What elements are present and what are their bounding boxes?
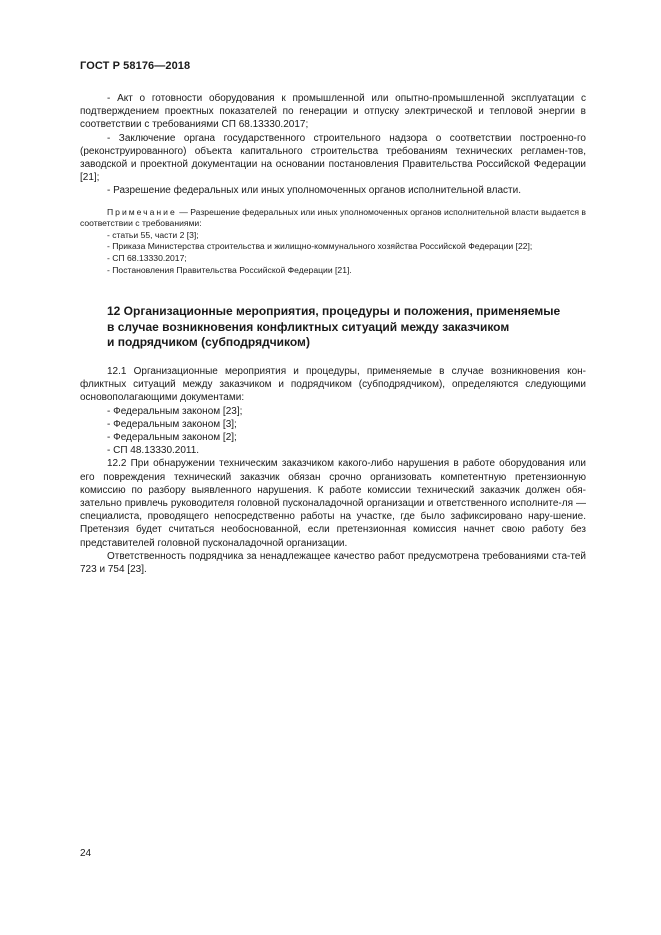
section-12-body: [80, 365, 586, 576]
note-label: Примечание: [107, 206, 177, 217]
paragraph-12-1: 12.1 Организационные мероприятия и процедуры, применяемые в случае возникновения кон-фликтных ситуаций между заказчиком и подрядчиком (субподрядчиком), определяются следующими основополагающими документами:: [80, 365, 586, 404]
note-list-item: - статьи 55, части 2 [3];: [107, 229, 199, 240]
document-code-header: ГОСТ Р 58176—2018: [80, 60, 191, 72]
note-list-item: - Постановления Правительства Российской Федерации [21].: [107, 264, 352, 275]
paragraph-responsibility: Ответственность подрядчика за ненадлежащее качество работ предусмотрена требованиями ста-тей 723 и 754 [23].: [80, 550, 586, 576]
section-title-line: и подрядчиком (субподрядчиком): [107, 335, 310, 350]
page-content: [80, 92, 586, 576]
list-item: - Федеральным законом [2];: [107, 431, 237, 443]
note-text: — Разрешение федеральных или иных уполномоченных органов исполнительной власти выдается в соответствии с требованиями:: [80, 206, 586, 229]
note-list-item: - СП 68.13330.2017;: [107, 253, 187, 263]
note-list-item: - Приказа Министерства строительства и жилищно-коммунального хозяйства Российской Федерации [22];: [107, 241, 533, 252]
paragraph-12-2: 12.2 При обнаружении техническим заказчиком какого-либо нарушения в работе оборудования или его повреждения технический заказчик обязан срочно организовать компетентную претензионную комиссию по разбору выявленного нарушения. К работе комиссии технический заказчик должен обя-зательно привлечь руководителя головной пусконаладочной организации и ответственного исполните-ля — специалиста, проводящего непосредственно работы на участке, где было зафиксировано нару-шение. Претензия будет считаться необоснованной, если претензионная комиссия начнет свою работу без представителей головной пусконаладочной организации.: [80, 458, 586, 549]
list-item: - СП 48.13330.2011.: [107, 445, 200, 457]
section-12-heading: [80, 304, 586, 351]
note-block: [80, 207, 586, 277]
list-item: - Федеральным законом [23];: [107, 405, 243, 417]
list-item: - Федеральным законом [3];: [107, 418, 237, 430]
list-item-conclusion: - Заключение органа государственного строительного надзора о соответствии построенно-го (реконструированного) объекта капитального строительства требованиям технических регламен-тов, заводской и проектной документации на основании постановления Правительства Российской Федерации [21];: [80, 132, 586, 184]
note-paragraph: [80, 207, 586, 230]
list-item-act: - Акт о готовности оборудования к промышленной или опытно-промышленной эксплуатации с подтверждением проектных показателей по генерации и отпуску электрической и тепловой энергии в соответствии с требованиями СП 68.13330.2017;: [80, 93, 586, 131]
page-number: 24: [80, 848, 92, 859]
list-item-permit: - Разрешение федеральных или иных уполномоченных органов исполнительной власти.: [107, 185, 521, 197]
section-title-line: в случае возникновения конфликтных ситуаций между заказчиком: [107, 319, 510, 334]
section-title-line: 12 Организационные мероприятия, процедуры и положения, применяемые: [107, 304, 561, 319]
